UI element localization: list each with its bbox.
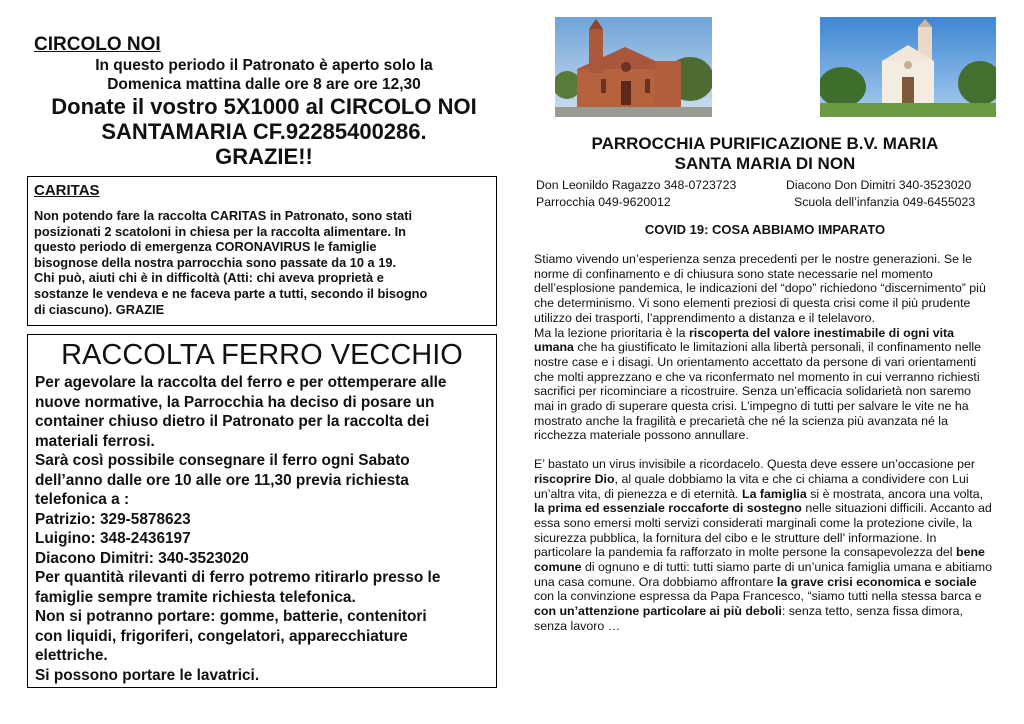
ferro-line: Per agevolare la raccolta del ferro e per ottemperare alle [35,374,447,391]
ferro-contact-dimitri: Diacono Dimitri: 340-3523020 [35,549,249,567]
parish-name-line-1: PARROCCHIA PURIFICAZIONE B.V. MARIA [591,134,939,153]
ferro-line: dell’anno dalle ore 10 alle ore 11,30 previa richiesta [35,471,409,489]
bold-run: la grave crisi economica e sociale [776,574,977,589]
ferro-line: Sarà così possibile consegnare il ferro ogni Sabato [35,452,410,469]
text-run: , al quale dobbiamo la vita e che ci chiama a condividere con Lui un’altra vita, di pienezza e di eternità. [534,471,969,501]
contact-deacon: Diacono Don Dimitri 340-3523020 [786,178,972,192]
bold-run: La famiglia [742,486,807,501]
ferro-line: nuove normative, la Parrocchia ha deciso di posare un [35,393,435,411]
article-paragraph-1: Stiamo vivendo un’esperienza senza precedenti per le nostre generazioni. Se le norme di confinamento e di chiusura sono state necessarie nel momento dell’esplosione pandemica, le indicazioni del “dopo” richiedono “discernimento” più che determinismo. Vi sono elementi preziosi di questa crisi come il più prudente utilizzo dei trasporti, l’apprendimento a distanza e il telelavoro. [534,252,986,325]
donate-line-2: SANTAMARIA CF.92285400286. [101,119,427,144]
circolo-line-2: Domenica mattina dalle ore 8 are ore 12,30 [107,76,421,93]
caritas-text [34,208,490,317]
text-run: di ognuno e di tutti: tutti siamo parte di un’unica famiglia umana e abitiamo una casa comune. Ora dobbiamo affrontare [534,560,993,589]
text-run: si è mostrata, ancora una volta, [806,486,984,501]
contact-priest: Don Leonildo Ragazzo 348-0723723 [536,178,737,192]
ferro-contact-patrizio: Patrizio: 329-5878623 [35,510,191,528]
ferro-vecchio-box [27,334,497,688]
caritas-line: di ciascuno). GRAZIE [34,301,165,317]
ferro-line: elettriche. [35,647,108,664]
caritas-line: questo periodo di emergenza CORONAVIRUS le famiglie [34,239,377,255]
text-run: : senza tetto, senza fissa dimora, senza lavoro … [534,604,963,633]
text-run: nelle situazioni difficili. Accanto ad essa sono emersi molti servizi considerati marginali come la protezione civile, la sicurezza pubblica, la fornitura del cibo e le strutture dell’ informazione. In particolare la pandemia fa rafforzato in molte persone la consapevolezza del [534,501,992,560]
article-paragraph-2 [534,326,994,444]
contact-parish: Parrocchia 049-9620012 [536,195,671,209]
caritas-box [27,176,497,326]
covid-article [534,252,994,634]
ferro-line: telefonica a : [35,491,130,508]
church-white-photo [820,17,996,117]
ferro-line: con liquidi, frigoriferi, congelatori, apparecchiature [35,627,408,645]
circolo-title: CIRCOLO NOI [34,34,161,55]
caritas-title: CARITAS [34,182,100,199]
text-run: E’ bastato un virus invisibile a ricordacelo. Questa deve essere un’occasione per [534,457,976,472]
circolo-noi-section [34,34,494,169]
ferro-line: Per quantità rilevanti di ferro potremo ritirarlo presso le [35,569,441,586]
text-run: con la convinzione espressa da Papa Francesco, “siamo tutti nella stessa barca e [534,589,982,604]
bold-run: riscoperta del valore inestimabile di ogni vita umana [534,325,955,355]
church-brick-photo [555,17,712,117]
ferro-line: container chiuso dietro il Patronato per la raccolta dei [35,413,430,430]
bold-run: la prima ed essenziale roccaforte di sostegno [534,501,802,516]
article-paragraph-3 [534,457,994,633]
parish-name-line-2: SANTA MARIA DI NON [674,154,856,173]
caritas-line: Non potendo fare la raccolta CARITAS in Patronato, sono stati [34,208,413,223]
ferro-title: RACCOLTA FERRO VECCHIO [61,339,463,371]
circolo-line-1: In questo periodo il Patronato è aperto solo la [95,57,433,74]
covid-title: COVID 19: COSA ABBIAMO IMPARATO [644,222,886,237]
bold-run: con un’attenzione particolare ai più deboli [534,604,782,619]
ferro-line: Non si potranno portare: gomme, batterie, contenitori [35,608,427,625]
ferro-contact-luigino: Luigino: 348-2436197 [35,530,191,547]
ferro-text [35,373,489,685]
contact-school: Scuola dell’infanzia 049-6455023 [794,195,976,209]
caritas-line: bisognose della nostra parrocchia sono passate da 10 a 19. [34,254,396,270]
text-run: Ma la lezione prioritaria è la [534,325,689,340]
ferro-line: materiali ferrosi. [35,432,155,450]
ferro-line: Si possono portare le lavatrici. [35,666,260,684]
bold-run: bene comune [534,545,985,575]
caritas-line: Chi può, aiuti chi è in difficoltà (Atti: chi aveva proprietà e [34,270,384,286]
text-run: che ha giustificato le limitazioni alla libertà personali, il confinamento nelle nostre case e i disagi. Un orientamento accettato da persone di vari orientamenti che molti apprezzano e che va riconfermato nel momento in cui verranno richiesti sacrifici per ricominciare a ricostruire. Senza un’efficacia solidarietà non saremo mai in grado di superare questa crisi. L’impegno di tutti per salvare le vite ne ha mostrato anche la fragilità e precarietà che né la scienza più avanzata né la ricchezza materiale possono annullare. [534,340,981,443]
caritas-line: sostanze le vendeva e ne faceva parte a tutti, secondo il bisogno [34,285,428,301]
caritas-line: posizionati 2 scatoloni in chiesa per la raccolta alimentare. In [34,223,406,239]
donate-line-1: Donate il vostro 5X1000 al CIRCOLO NOI [51,94,477,119]
ferro-line: famiglie sempre tramite richiesta telefonica. [35,588,356,606]
bold-run: riscoprire Dio [534,471,615,486]
donate-line-3: GRAZIE!! [215,144,313,169]
parish-header [530,134,1000,174]
